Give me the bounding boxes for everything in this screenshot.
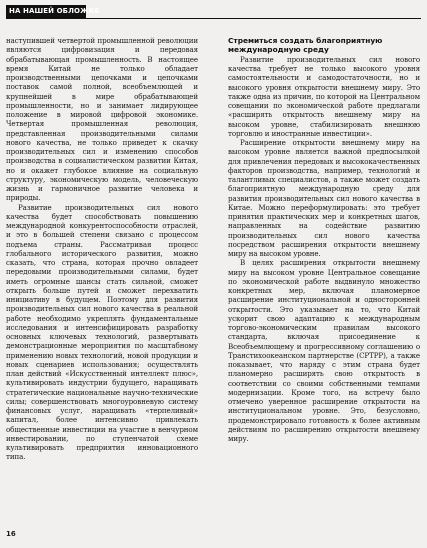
- header-rule: [6, 18, 421, 19]
- right-column: [228, 36, 420, 443]
- page-number: 16: [6, 530, 16, 538]
- left-paragraph-1: наступившей четвертой промышленной революции являются цифровизация и передовая обрабатывающая промышленность. В настоящее время Китай не только обладает производственными цепочками и цепочками поставок самой полной, всеобъемлющей и крупнейшей в мире обрабатывающей промышленности, но и занимает лидирующее положение в мировой цифровой экономике. Четвертая промышленная революция, представленная производительными силами нового качества, не только приведет к скачку производительных сил и изменению способов производства в социалистическом развитии Китая, но и окажет глубокое влияние на социальную структуру, экономическую модель, человеческую жизнь и гармоничное развитие человека и природы.: [6, 36, 198, 203]
- left-column: [6, 36, 198, 462]
- section-label: НА НАШЕЙ ОБЛОЖКЕ: [9, 7, 100, 15]
- right-paragraph-3: В целях расширения открытости внешнему миру на высоком уровне Центральное совещание по экономической работе выдвинуло множество конкретных мер, включая планомерное расширение институциональной и односторонней открытости. Это указывает на то, что Китай ускорит свою адаптацию к международным торгово-экономическим правилам высокого стандарта, включая присоединение к Всеобъемлющему и прогрессивному соглашению о Транстихоокеанском партнерстве (CPTPP), а также показывает, что наряду с этим страна будет планомерно расширять свою открытость в соответствии со своими собственными темпами модернизации. Кроме того, на встречу было отмечено уверенное расширение открытости на институциональном уровне. Это, безусловно, продемонстрировало готовность к более активным действиям по расширению открытости внешнему миру.: [228, 258, 420, 444]
- section-label-box: [6, 5, 100, 18]
- right-paragraph-1: Развитие производительных сил нового качества требует не только высокого уровня самостоятельности и самодостаточности, но и высокого уровня открытости внешнему миру. Это также одна из причин, по которой на Центральном совещании по экономической работе предлагали «расширять открытость внешнему миру на высоком уровне, стабилизировать внешнюю торговлю и иностранные инвестиции».: [228, 54, 420, 138]
- left-paragraph-2: Развитие производительных сил нового качества будет способствовать повышению международной конкурентоспособности отраслей, и это в большей степени связано с процессом подъема страны. Рассматривая процесс глобального исторического развития, можно сказать, что страна, которая прочно овладеет передовыми производительными силами, будет иметь огромные шансы стать сильной, сможет открыть больше путей и сможет перехватить инициативу в будущем. Поэтому для развития производительных сил нового качества в реальной работе необходимо укреплять фундаментальные исследования и интенсифицировать разработку основных ключевых технологий, развертывать демонстрационные мероприятия по масштабному применению новых технологий, новой продукции и новых сценариев использования; осуществлять план действий «Искусственный интеллект плюс», культивировать индустрии будущего, наращивать стратегические национальные научно-технические силы; совершенствовать многоуровневую систему финансовых услуг, наращивать «терпеливый» капитал, более интенсивно привлекать общественные инвестиции на участие в венчурном инвестировании, по ступенчатой схеме культивировать предприятия инновационного типа.: [6, 202, 198, 462]
- right-paragraph-2: Расширение открытости внешнему миру на высоком уровне является важной предпосылкой для привлечения передовых и высококачественных факторов производства, например, технологий и талантливых специалистов, а также может создать благоприятную международную среду для развития производительных сил нового качества в Китае. Можно переформулировать: это требует принятия практических мер и конкретных шагов, направленных на содействие развитию производительных сил нового качества посредством расширения открытости внешнему миру на высоком уровне.: [228, 138, 420, 259]
- section-heading: Стремиться создать благоприятную международную среду: [228, 36, 383, 55]
